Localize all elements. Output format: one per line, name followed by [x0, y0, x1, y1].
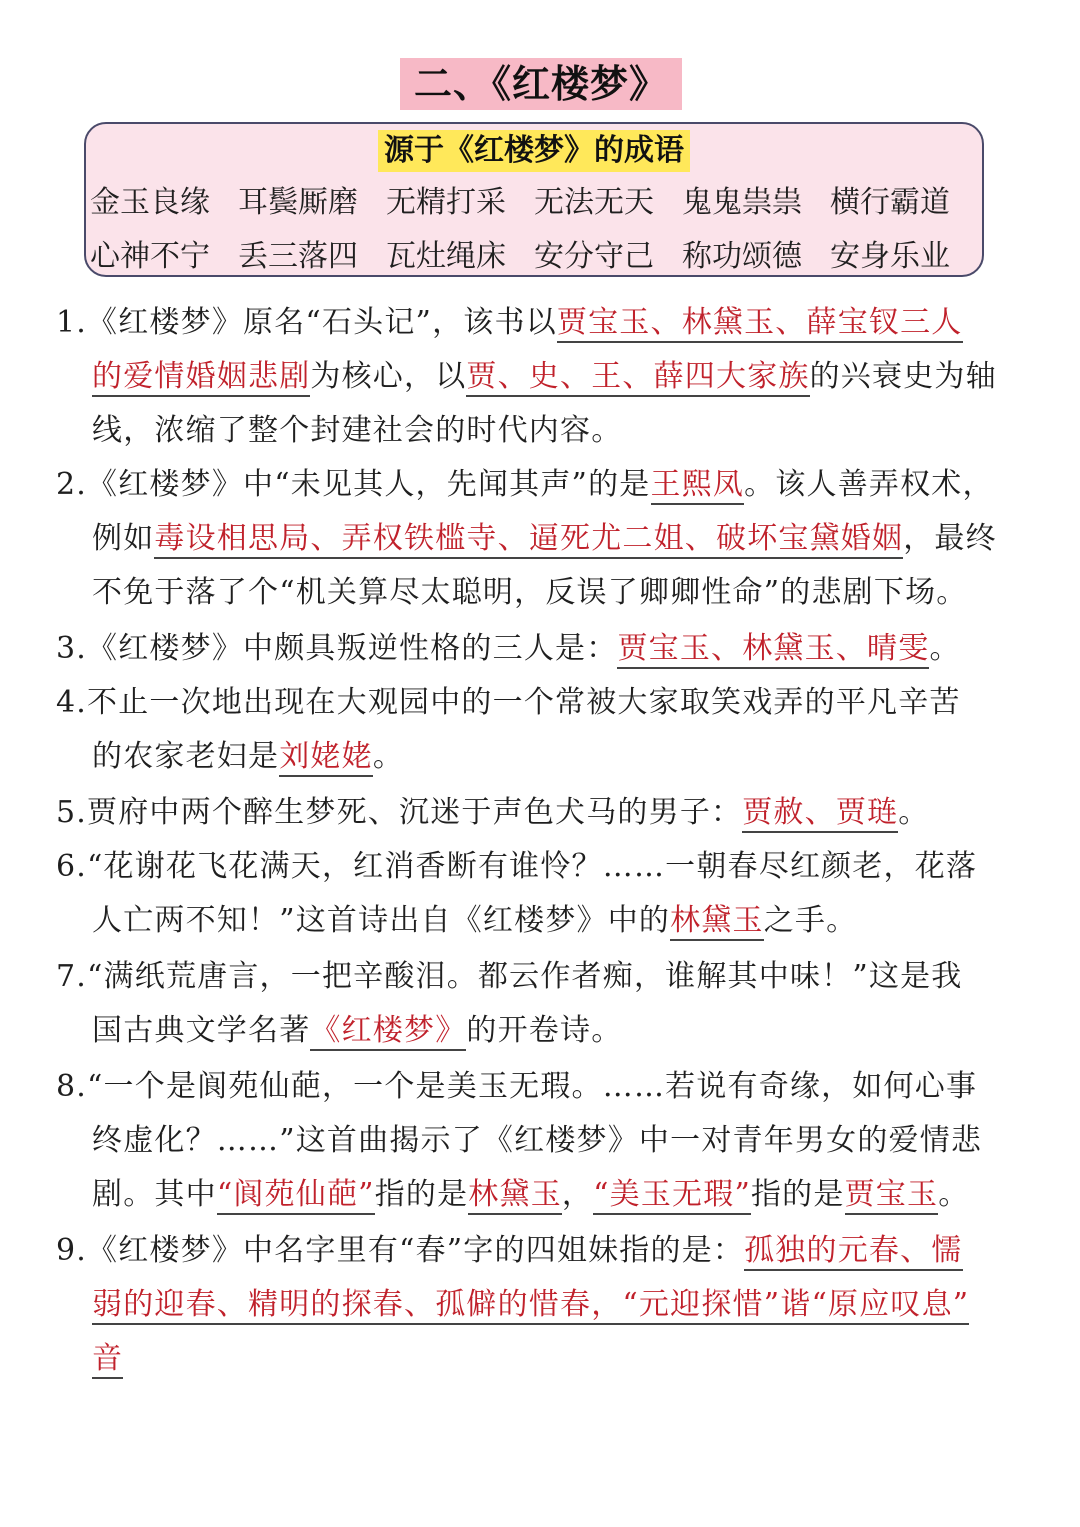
text: 5.贾府中两个醉生梦死、沉迷于声色犬马的男子：	[56, 795, 743, 830]
q7-line1	[56, 950, 963, 1004]
q2-line2	[92, 512, 997, 566]
text: 之手。	[763, 903, 858, 938]
idiom: 丢三落四	[238, 239, 358, 274]
answer: 《红楼梦》	[310, 1013, 466, 1051]
q1-line3	[92, 404, 622, 458]
text: 的开卷诗。	[466, 1013, 623, 1048]
text: 线，浓缩了整个封建社会的时代内容。	[92, 413, 623, 448]
q5-line1	[56, 786, 929, 840]
q1-line1	[56, 296, 963, 350]
q6-line2	[92, 894, 857, 948]
text: 剧。其中	[92, 1177, 217, 1212]
text: 例如	[92, 521, 155, 556]
idiom-box	[84, 122, 984, 277]
answer: 孤独的元春、懦	[744, 1233, 962, 1271]
q9-line1	[56, 1224, 963, 1278]
answer: 贾宝玉、林黛玉、晴雯	[617, 631, 929, 669]
text: 为核心，以	[310, 359, 467, 394]
idiom: 金玉良缘	[90, 185, 210, 220]
q1-line2	[92, 350, 997, 404]
idiom: 安分守己	[534, 239, 654, 274]
q3-line1	[56, 622, 961, 676]
idiom: 无法无天	[534, 185, 654, 220]
q8-line3	[92, 1168, 969, 1222]
answer: 贾、史、王、薛四大家族	[466, 359, 809, 397]
text: 。	[929, 631, 961, 666]
idiom: 耳鬓厮磨	[238, 185, 358, 220]
answer: “美玉无瑕”	[593, 1177, 751, 1215]
text: 。	[938, 1177, 970, 1212]
answer: 林黛玉	[670, 903, 764, 941]
idiom: 心神不宁	[90, 239, 210, 274]
idiom: 安身乐业	[830, 239, 950, 274]
answer: 的爱情婚姻悲剧	[92, 359, 310, 397]
text: 2.《红楼梦》中“未见其人，先闻其声”的是	[56, 467, 651, 502]
text: 。	[372, 739, 405, 774]
idiom: 无精打采	[386, 185, 506, 220]
text: 4.不止一次地出现在大观园中的一个常被大家取笑戏弄的平凡辛苦	[56, 685, 961, 720]
text: 1.《红楼梦》原名“石头记”，该书以	[56, 305, 557, 340]
text: 指的是	[374, 1177, 469, 1212]
q2-line1	[56, 458, 994, 512]
text: 国古典文学名著	[92, 1013, 311, 1048]
text: ，最终	[903, 521, 997, 556]
answer: 贾赦、贾琏	[742, 795, 898, 833]
answer: 音	[92, 1341, 123, 1379]
idiom-row	[90, 236, 980, 278]
q7-line2	[92, 1004, 622, 1058]
q6-line1	[56, 840, 977, 894]
text: 人亡两不知！”这首诗出自《红楼梦》中的	[92, 903, 671, 938]
q9-line2	[92, 1278, 969, 1332]
q4-line1	[56, 676, 961, 730]
answer: 贾宝玉、林黛玉、薛宝钗三人	[557, 305, 963, 343]
idiom: 横行霸道	[830, 185, 950, 220]
text: 6.“花谢花飞花满天，红消香断有谁怜？……一朝春尽红颜老，花落	[56, 849, 978, 884]
answer: 刘姥姥	[279, 739, 373, 777]
answer: 毒设相思局、弄权铁槛寺、逼死尤二姐、破坏宝黛婚姻	[154, 521, 903, 559]
answer: 贾宝玉	[845, 1177, 939, 1215]
idiom: 称功颂德	[682, 239, 802, 274]
text: 的兴衰史为轴	[809, 359, 997, 394]
idiom: 鬼鬼祟祟	[682, 185, 802, 220]
section-title: 二、《红楼梦》	[400, 58, 682, 110]
q8-line1	[56, 1060, 977, 1114]
idiom-heading: 源于《红楼梦》的成语	[378, 130, 690, 172]
q9-line3	[92, 1332, 123, 1386]
text: 3.《红楼梦》中颇具叛逆性格的三人是：	[56, 631, 618, 666]
text: 指的是	[750, 1177, 845, 1212]
q2-line3	[92, 566, 967, 620]
answer: 王熙凤	[651, 467, 745, 505]
text: 终虚化？……”这首曲揭示了《红楼梦》中一对青年男女的爱情悲	[92, 1123, 983, 1158]
text: 8.“一个是阆苑仙葩，一个是美玉无瑕。……若说有奇缘，如何心事	[56, 1069, 978, 1104]
idiom-row	[90, 182, 980, 224]
text: ，	[561, 1177, 594, 1212]
text: 。	[898, 795, 930, 830]
text: 。该人善弄权术，	[744, 467, 994, 502]
text: 9.《红楼梦》中名字里有“春”字的四姐妹指的是：	[56, 1233, 745, 1268]
text: 7.“满纸荒唐言，一把辛酸泪。都云作者痴，谁解其中味！”这是我	[56, 959, 963, 994]
answer: 弱的迎春、精明的探春、孤僻的惜春，“元迎探惜”谐“原应叹息”	[92, 1287, 969, 1325]
answer: “阆苑仙葩”	[217, 1177, 375, 1215]
q8-line2	[92, 1114, 982, 1168]
text: 的农家老妇是	[92, 739, 280, 774]
text: 不免于落了个“机关算尽太聪明，反误了卿卿性命”的悲剧下场。	[92, 575, 968, 610]
idiom: 瓦灶绳床	[386, 239, 506, 274]
q4-line2	[92, 730, 404, 784]
answer: 林黛玉	[468, 1177, 562, 1215]
